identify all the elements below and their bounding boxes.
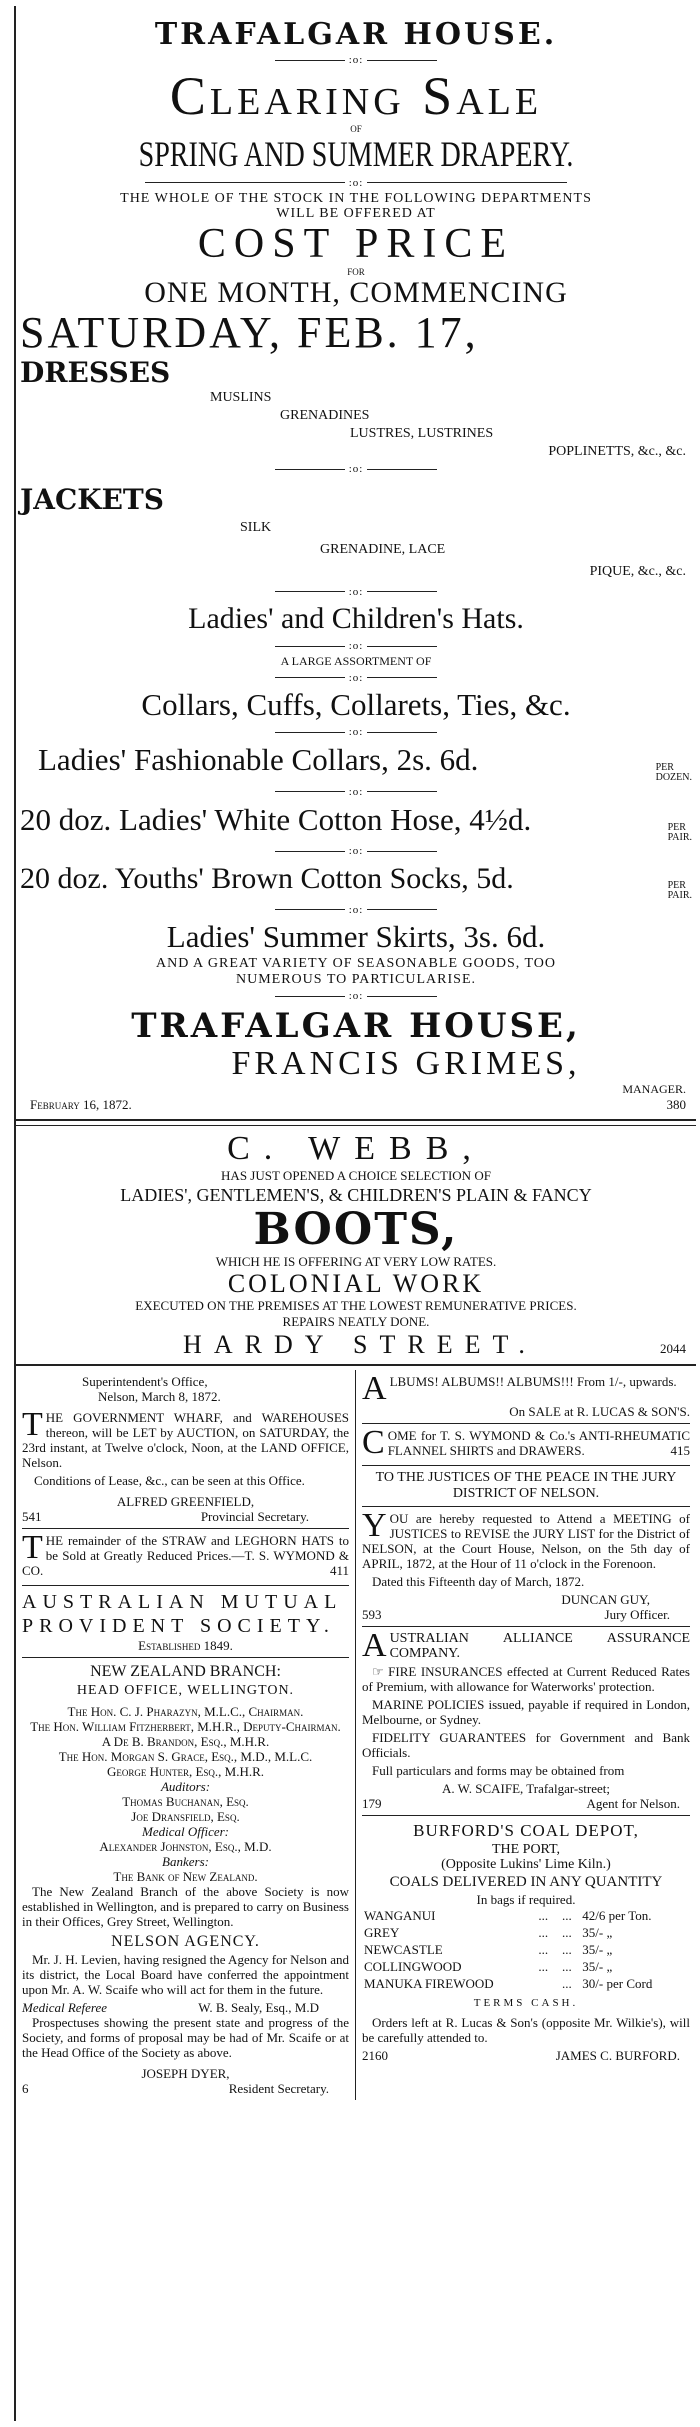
webb-opened: HAS JUST OPENED A CHOICE SELECTION OF	[221, 1168, 491, 1184]
spring-drapery: SPRING AND SUMMER DRAPERY.	[138, 134, 574, 175]
webb-street: HARDY STREET.	[183, 1330, 537, 1360]
cotton-socks-line: 20 doz. Youths' Brown Cotton Socks, 5d. PER PAIR.	[20, 862, 692, 902]
right-column	[356, 1370, 696, 2100]
clearing-sale-title: Clearing Sale	[169, 66, 543, 127]
hats-line: Ladies' and Children's Hats.	[188, 601, 524, 635]
per-pair: PER PAIR.	[667, 821, 692, 843]
amp-society-advert: AUSTRALIAN MUTUAL PROVIDENT SOCIETY. Established 1849. NEW ZEALAND BRANCH: HEAD OFFICE, WELLINGTON. The Hon. C. J. Pharazyn, M.L.C., Chairman. The Hon. William Fitzherbert, M.H.R., Deputy-Chairman. A De B. Brandon, Esq., M.H.R. The Hon. Morgan S. Grace, Esq., M.D., M.L.C. George Hunter, Esq., M.H.R. Auditors: Thomas Buchanan, Esq. Joe Dransfield, Esq. Medical Officer: Alexander Johnston, Esq., M.D. Bankers: The Bank of New Zealand. The New Zealand Branch of the above Society is now established in Wellington, and is prepared to carry on Business in their Offices, Grey Street, Wellington. NELSON AGENCY. Mr. J. H. Levien, having resigned the Agency for Nelson and its district, the Local Board have conferred the appointment upon Mr. A. W. Scaife who will act for them in the future. Medical Referee W. B. Sealy, Esq., M.D Prospectuses showing the present state and progress of the Society, and forms of proposal may be had of Mr. Scaife or at the Head Office of the Society as above. JOSEPH DYER, 6 Resident Secretary.	[22, 1591, 349, 2097]
webb-colonial: COLONIAL WORK	[227, 1269, 485, 1299]
jacket-item: SILK	[240, 520, 272, 536]
ornament: :o:	[20, 845, 692, 857]
classified-columns	[16, 1370, 696, 2100]
ornament: :o:	[20, 54, 692, 66]
wharf-notice: Superintendent's Office, Nelson, March 8, 1872. THE GOVERNMENT WHARF, and WAREHOUSES thereon, will be LET by AUCTION, on SATURDAY, the 23rd instant, at Twelve o'clock, Noon, at the LAND OFFICE, Nelson. Conditions of Lease, &c., can be seen at this Office. ALFRED GREENFIELD, 541 Provincial Secretary.	[22, 1374, 349, 1529]
webb-offering: WHICH HE IS OFFERING AT VERY LOW RATES.	[215, 1254, 497, 1270]
variety-line1: AND A GREAT VARIETY OF SEASONABLE GOODS, TOO	[155, 955, 556, 971]
table-row: WANGANUI ... ... 42/6 per Ton.	[364, 1908, 652, 1924]
webb-boots: BOOTS,	[253, 1204, 459, 1256]
skirts-line: Ladies' Summer Skirts, 3s. 6d.	[166, 918, 546, 954]
per-dozen: PER DOZEN.	[655, 762, 692, 784]
dress-item: MUSLINS	[210, 389, 272, 405]
divider	[16, 1119, 696, 1121]
collars-line: Collars, Cuffs, Collarets, Ties, &c.	[141, 686, 571, 722]
table-row: GREY ... ... 35/- „	[364, 1925, 613, 1941]
ornament: :o:	[20, 785, 692, 797]
trafalgar-header: TRAFALGAR HOUSE.	[154, 17, 558, 52]
table-row: COLLINGWOOD ... ... 35/- „	[364, 1959, 613, 1975]
alliance-assurance-advert: AUSTRALIAN ALLIANCE ASSURANCE COMPANY. ☞ FIRE INSURANCES effected at Current Reduced Rates of Premium, with allowance for Waterworks' protection. MARINE POLICIES issued, payable if required in London, Melbourne, or Sydney. FIDELITY GUARANTEES for Government and Bank Officials. Full particulars and forms may be obtained from A. W. SCAIFE, Trafalgar-street; 179 Agent for Nelson.	[362, 1631, 690, 1816]
manager-label: MANAGER.	[622, 1082, 686, 1097]
webb-advert	[16, 1126, 696, 1360]
webb-repairs: REPAIRS NEATLY DONE.	[282, 1314, 430, 1330]
divider	[16, 1364, 696, 1366]
jacket-item: PIQUE, &c., &c.	[589, 564, 686, 580]
table-row: MANUKA FIREWOOD ... 30/- per Cord	[364, 1976, 653, 1992]
burford-coal-advert: BURFORD'S COAL DEPOT, THE PORT, (Opposite Lukins' Lime Kiln.) COALS DELIVERED IN ANY QUANTITY In bags if required. WANGANUI ... ... 42/6 per Ton. GREY ... ... 35/- „ NEWCASTLE ... ... 35/- „ COLLINGWOOD ... ... 35/- „ MANUKA FIREWOOD ... 30/- per Cord TERMS CASH. Orders left at R. Lucas & Son's (opposite Mr. Wilkie's), will be carefully attended to. 2160 JAMES C. BURFORD.	[362, 1821, 690, 2064]
ornament: :o:	[20, 671, 692, 683]
webb-executed: EXECUTED ON THE PREMISES AT THE LOWEST REMUNERATIVE PRICES.	[135, 1298, 577, 1314]
ornament: :o:	[20, 585, 692, 597]
pointing-hand-icon: ☞	[372, 1664, 389, 1680]
footer-house: TRAFALGAR HOUSE,	[131, 1006, 581, 1047]
advert-ref: 2044	[660, 1341, 686, 1357]
ornament: :o:	[20, 990, 692, 1002]
ornament: :o:	[20, 463, 692, 475]
saturday-date: SATURDAY, FEB. 17,	[20, 307, 479, 357]
ornament: :o:	[20, 640, 692, 652]
newspaper-page	[14, 6, 696, 2421]
fashionable-collars-line: Ladies' Fashionable Collars, 2s. 6d. PER DOZEN.	[38, 742, 692, 784]
webb-street-row	[20, 1330, 692, 1360]
of-label: OF	[350, 124, 362, 135]
wymond-notice: COME for T. S. WYMOND & Co.'s ANTI-RHEUMATIC FLANNEL SHIRTS and DRAWERS. 415	[362, 1428, 690, 1466]
dresses-heading: DRESSES	[20, 355, 171, 389]
dress-item: POPLINETTS, &c., &c.	[548, 443, 686, 459]
advert-date: February 16, 1872.	[30, 1097, 132, 1113]
jackets-heading: JACKETS	[20, 483, 164, 517]
whole-stock-line1: THE WHOLE OF THE STOCK IN THE FOLLOWING DEPARTMENTS	[120, 190, 592, 206]
footer-name: FRANCIS GRIMES,	[231, 1045, 581, 1083]
jackets-list	[20, 517, 692, 583]
one-month: ONE MONTH, COMMENCING	[144, 275, 568, 309]
ornament: :o:	[20, 726, 692, 738]
coal-price-table	[362, 1907, 690, 1992]
cost-price: COST PRICE	[197, 220, 515, 267]
whole-stock-line2: WILL BE OFFERED AT	[276, 205, 436, 221]
dress-item: GRENADINES	[280, 407, 370, 423]
ornament: :o:	[20, 903, 692, 915]
dress-item: LUSTRES, LUSTRINES	[350, 425, 494, 441]
ornament: :o:	[20, 176, 692, 188]
left-column	[16, 1370, 356, 2100]
dresses-list	[20, 389, 692, 461]
webb-selection: LADIES', GENTLEMEN'S, & CHILDREN'S PLAIN & FANCY	[120, 1185, 592, 1206]
justices-notice: TO THE JUSTICES OF THE PEACE IN THE JURY DISTRICT OF NELSON. YOU are hereby requested to Attend a MEETING of JUSTICES to REVISE the JURY LIST for the District of NELSON, at the Court House, Nelson, on the 5th day of APRIL, 1872, at the Hour of 11 o'clock in the Forenoon. Dated this Fifteenth day of March, 1872. DUNCAN GUY, 593 Jury Officer.	[362, 1470, 690, 1627]
straw-hats-notice: THE remainder of the STRAW and LEGHORN HATS to be Sold at Greatly Reduced Prices.—T. S. WYMOND & CO. 411	[22, 1533, 349, 1586]
trafalgar-advert	[16, 18, 696, 1113]
advert-ref: 380	[666, 1097, 686, 1113]
cotton-hose-line: 20 doz. Ladies' White Cotton Hose, 4½d. PER PAIR.	[20, 801, 692, 843]
table-row: NEWCASTLE ... ... 35/- „	[364, 1942, 613, 1958]
variety-line2: NUMEROUS TO PARTICULARISE.	[236, 971, 476, 987]
trafalgar-footer-row	[20, 1097, 692, 1113]
webb-name: C. WEBB,	[227, 1130, 485, 1168]
assortment-line: A LARGE ASSORTMENT OF	[280, 654, 432, 669]
jacket-item: GRENADINE, LACE	[320, 542, 446, 558]
per-pair: PER PAIR.	[667, 880, 692, 902]
for-label: FOR	[347, 266, 365, 277]
albums-notice: ALBUMS! ALBUMS!! ALBUMS!!! From 1/-, upwards. On SALE at R. LUCAS & SON'S.	[362, 1374, 690, 1424]
